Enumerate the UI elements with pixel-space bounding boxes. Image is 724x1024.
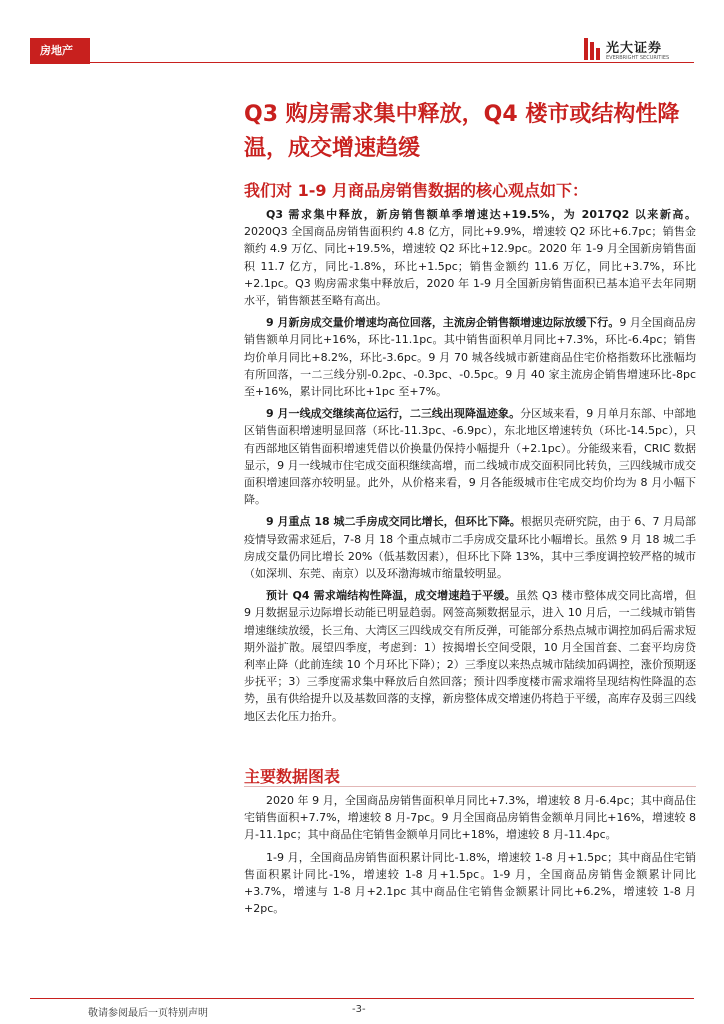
viewpoint-body [244,206,696,730]
footer-disclaimer: 敬请参阅最后一页特别声明 [88,1008,208,1019]
paragraph [244,587,696,725]
paragraph-text: 根据贝壳研究院，由于 6、7 月局部疫情导致需求延后，7-8 月 18 个重点城市二手房成交量环比小幅增长。虽然 9 月 18 城二手房成交量仍同比增长 20%（低基数因素），但环比下降 13%，其中三季度调控较严格的城市（如深圳、东莞、南京）以及环渤海城市缩量较明显。 [244,515,696,581]
paragraph-lead: 预计 Q4 需求端结构性降温，成交增速趋于平缓。 [266,589,516,603]
paragraph [244,405,696,508]
report-title: Q3 购房需求集中释放，Q4 楼市或结构性降温，成交增速趋缓 [244,102,680,161]
paragraph-text: 虽然 Q3 楼市整体成交同比高增，但 9 月数据显示边际增长动能已明显趋弱。网签高频数据显示，进入 10 月后，一二线城市销售增速继续放缓，长三角、大湾区三四线成交有所反弹，可能部分系热点城市调控加码后需求短期外溢扩散。展望四季度，考虑到：1）按揭增长空间受限，10 月全国首套、二套平均房贷利率止降（此前连续 10 个月环比下降）；2）三季度以来热点城市陆续加码调控，涨价预期逐步抚平；3）三季度需求集中释放后自然回落；预计四季度楼市需求端将呈现结构性降温的态势，虽有供给提升以及基数回落的支撑，新房整体成交增速仍将趋于平缓，高库存及弱三四线地区去化压力抬升。 [244,589,696,723]
paragraph-text: 分区域来看，9 月单月东部、中部地区销售面积增速明显回落（环比-11.3pc、-6.9pc），东北地区增速转负（环比-14.5pc），只有西部地区销售面积增速凭借以价换量仍保持小幅提升（+2.1pc）。分能级来看，CRIC 数据显示，9 月一线城市住宅成交面积继续高增，而二线城市成交面积同比转负，三四线城市成交面积增速回落亦较明显。此外，从价格来看，9 月各能级城市住宅成交均价均为 8 月小幅下降。 [244,407,697,507]
paragraph-lead: 9 月一线成交继续高位运行，二三线出现降温迹象。 [266,407,521,421]
footer-divider [30,998,694,999]
data-body [244,792,696,922]
data-paragraph: 2020 年 9 月，全国商品房销售面积单月同比+7.3%，增速较 8 月-6.4pc；其中商品住宅销售面积+7.7%，增速较 8 月-7pc。9 月全国商品房销售金额单月同比+16%，增速较 8 月-11.1pc；其中商品住宅销售金额单月同比+18%，增速较 8 月-11.4pc。 [244,794,696,842]
paragraph-text: 9 月全国商品房销售额单月同比+16%，环比-11.1pc。其中销售面积单月同比+7.3%，环比-6.4pc；销售均价单月同比+8.2%，环比-3.6pc。9 月 70 城各线城市新建商品住宅价格指数环比涨幅均有所回落，一二三线分别-0.2pc、-0.3pc、-0.5pc。9 月 40 家主流房企销售增速环比-8pc 至+16%，累计同比环比+1pc 至+7%。 [244,316,696,399]
section-heading: 主要数据图表 [244,767,341,786]
section-divider [244,786,696,787]
sector-tab [30,38,90,64]
everbright-logo-icon [584,38,602,60]
paragraph-lead: 9 月新房成交量价增速均高位回落，主流房企销售额增速边际放缓下行。 [266,316,620,330]
paragraph-text: 2020Q3 全国商品房销售面积约 4.8 亿方，同比+9.9%，增速较 Q2 环比+6.7pc；销售金额约 4.9 万亿、同比+19.5%，增速较 Q2 环比+12.9pc。2020 年 1-9 月全国新房销售面积 11.7 亿方，同比-1.8%，环比+1.5pc；销售金额约 11.6 万亿，同比+3.7%，环比+2.1pc。Q3 购房需求集中释放后，2020 年 1-9 月全国新房销售面积已基本追平去年同期水平，销售额甚至略有高出。 [244,225,696,308]
page-number: -3- [352,1004,366,1015]
sector-label: 房地产 [40,44,73,57]
paragraph [244,513,696,582]
brand-name: 光大证券 [606,41,663,56]
brand-logo [584,36,704,64]
data-paragraph: 1-9 月，全国商品房销售面积累计同比-1.8%，增速较 1-8 月+1.5pc；其中商品住宅销售面积累计同比-1%，增速较 1-8 月+1.5pc。1-9 月，全国商品房销售金额累计同比+3.7%，增速与 1-8 月+2.1pc 其中商品住宅销售金额累计同比+6.2%，增速较 1-8 月+2pc。 [244,850,696,916]
paragraph-lead: Q3 需求集中释放，新房销售额单季增速达+19.5%，为 2017Q2 以来新高。 [266,208,696,221]
paragraph-lead: 9 月重点 18 城二手房成交同比增长，但环比下降。 [266,515,521,529]
viewpoint-heading: 我们对 1-9 月商品房销售数据的核心观点如下： [244,181,589,200]
brand-name-en: EVERBRIGHT SECURITIES [606,55,670,61]
paragraph [244,314,696,400]
paragraph [244,206,696,309]
